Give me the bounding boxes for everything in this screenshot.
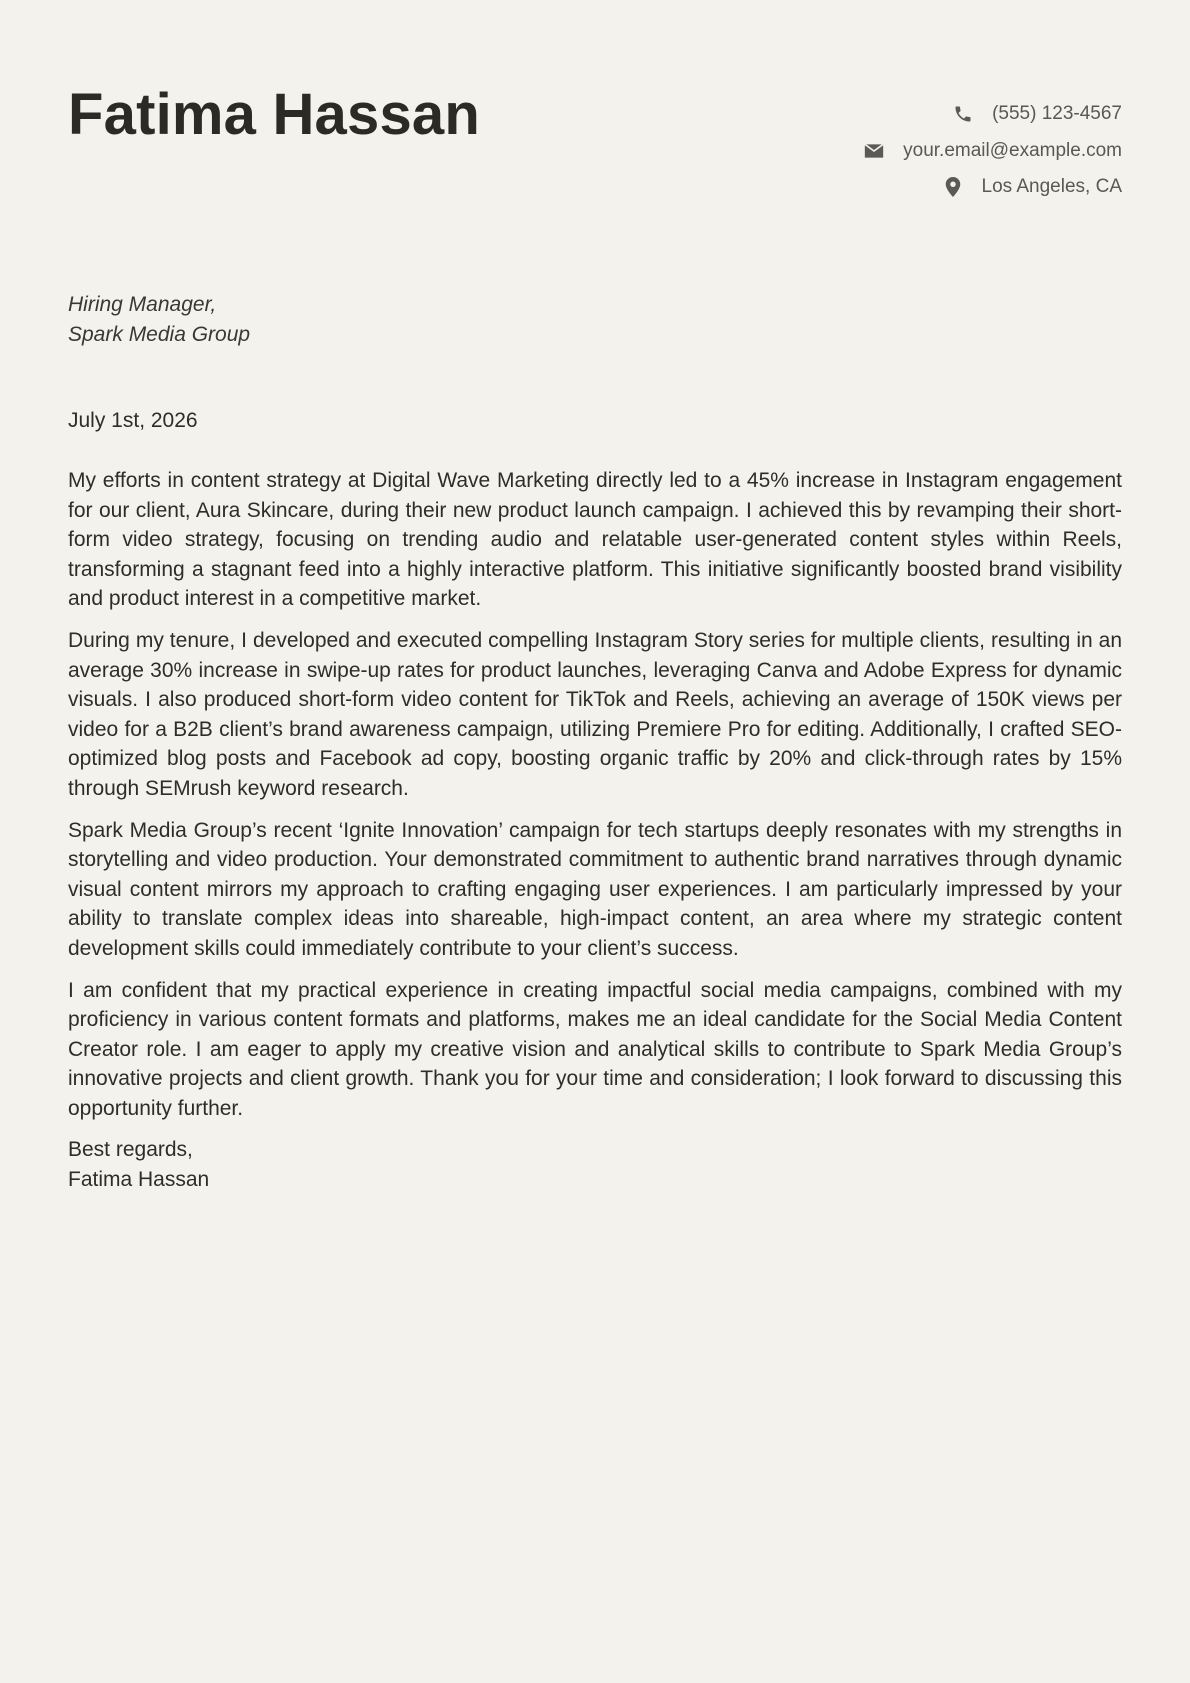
letter-date: July 1st, 2026	[68, 409, 198, 432]
body-paragraph-1: My efforts in content strategy at Digital Wave Marketing directly led to a 45% increase in Instagram engagement for our client, Aura Skincare, during their new product launch campaign. I achieved this by revamping their short-form video strategy, focusing on trending audio and relatable user-generated content styles within Reels, transforming a stagnant feed into a highly interactive platform. This initiative significantly boosted brand visibility and product interest in a competitive market.	[68, 469, 1122, 611]
contact-email-row	[863, 133, 1122, 170]
sender-name: Fatima Hassan	[68, 82, 480, 147]
map-pin-icon	[942, 176, 964, 198]
phone-icon	[952, 103, 974, 125]
letter-closing	[68, 1135, 1122, 1194]
closing-salutation: Best regards,	[68, 1138, 193, 1162]
envelope-icon	[863, 140, 885, 162]
recipient-block	[68, 290, 1122, 350]
closing-signature: Fatima Hassan	[68, 1168, 210, 1192]
contact-email[interactable]: your.email@example.com	[903, 139, 1122, 161]
contact-phone: (555) 123-4567	[992, 103, 1122, 125]
letter-body	[68, 466, 1122, 1123]
contact-location: Los Angeles, CA	[981, 176, 1122, 198]
body-paragraph-4: I am confident that my practical experience in creating impactful social media campaigns, combined with my proficiency in various content formats and platforms, makes me an ideal candidate for the Social Media Content Creator role. I am eager to apply my creative vision and analytical skills to contribute to Spark Media Group’s innovative projects and client growth. Thank you for your time and consideration; I look forward to discussing this opportunity further.	[68, 978, 1122, 1120]
contact-block	[863, 96, 1122, 206]
recipient-title: Hiring Manager,	[68, 293, 217, 316]
letter-header	[68, 74, 1122, 214]
body-paragraph-3: Spark Media Group’s recent ‘Ignite Innovation’ campaign for tech startups deeply resonates with my strengths in storytelling and video production. Your demonstrated commitment to authentic brand narratives through dynamic visual content mirrors my approach to crafting engaging user experiences. I am particularly impressed by your ability to translate complex ideas into shareable, high-impact content, an area where my strategic content development skills could immediately contribute to your client’s success.	[68, 818, 1122, 960]
body-paragraph-2: During my tenure, I developed and executed compelling Instagram Story series for multiple clients, resulting in an average 30% increase in swipe-up rates for product launches, leveraging Canva and Adobe Express for dynamic visuals. I also produced short-form video content for TikTok and Reels, achieving an average of 150K views per video for a B2B client’s brand awareness campaign, utilizing Premiere Pro for editing. Additionally, I crafted SEO-optimized blog posts and Facebook ad copy, boosting organic traffic by 20% and click-through rates by 15% through SEMrush keyword research.	[68, 628, 1122, 800]
contact-location-row	[863, 169, 1122, 206]
contact-phone-row	[863, 96, 1122, 133]
recipient-company: Spark Media Group	[68, 323, 251, 346]
